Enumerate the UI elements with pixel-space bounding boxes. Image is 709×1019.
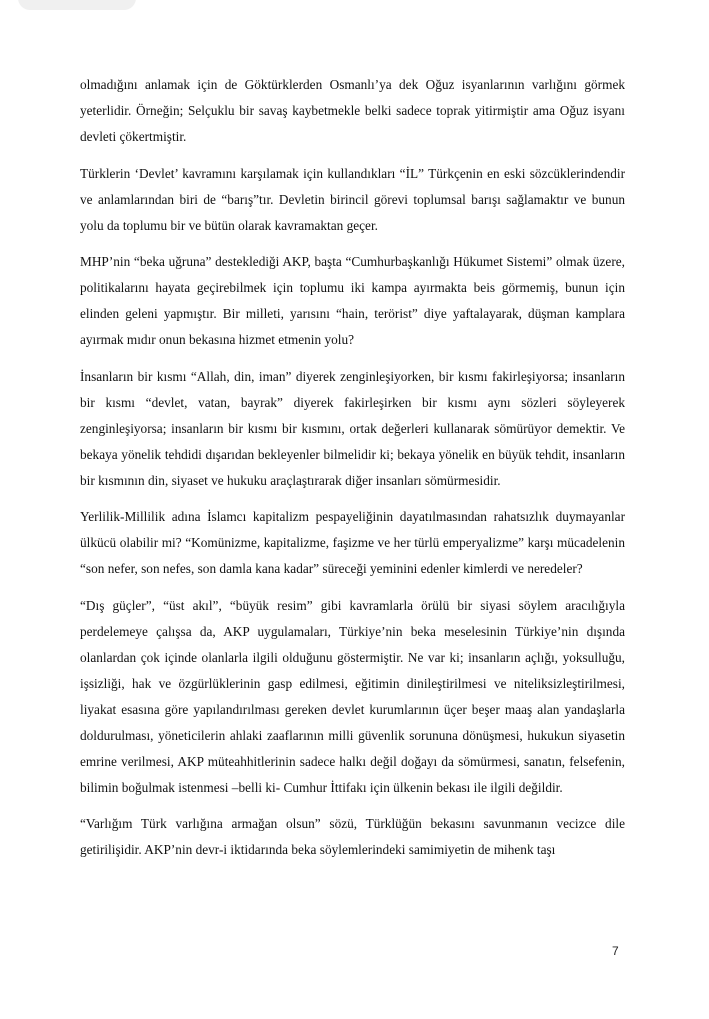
top-tab-decoration bbox=[18, 0, 136, 10]
paragraph-7: “Varlığım Türk varlığına armağan olsun” sözü, Türklüğün bekasını savunmanın vecizce dile getirilişidir. AKP’nin devr-i iktidarında beka söylemlerindeki samimiyetin de mihenk taşı bbox=[80, 816, 625, 857]
paragraph-1: olmadığını anlamak için de Göktürklerden Osmanlı’ya dek Oğuz isyanlarının varlığını görmek yeterlidir. Örneğin; Selçuklu bir savaş kaybetmekle belki sadece toprak yitirmiştir ama Oğuz isyanı devleti çökertmiştir. bbox=[80, 77, 625, 144]
paragraph-6: “Dış güçler”, “üst akıl”, “büyük resim” gibi kavramlarla örülü bir siyasi söylem aracılığıyla perdelemeye çalışsa da, AKP uygulamaları, Türkiye’nin beka meselesinin Türkiye’nin dışında olanlardan çok içinde olanlarla ilgili olduğunu göstermiştir. Ne var ki; insanların açlığı, yoksulluğu, işsizliği, hak ve özgürlüklerinin gasp edilmesi, eğitimin dinileştirilmesi ve niteliksizleştirilmesi, liyakat esasına göre yapılandırılması gereken devlet kurumlarının üçer beşer maaş alan yandaşlarla doldurulması, yöneticilerin ahlaki zaaflarının milli güvenlik sorununa dönüşmesi, hukukun siyasetin emrine verilmesi, AKP müteahhitlerinin sadece halkı değil doğayı da sömürmesi, sanatın, felsefenin, bilimin boğulmak istenmesi –belli ki- Cumhur İttifakı için ülkenin bekası ile ilgili değildir. bbox=[80, 597, 625, 795]
page-number: 7 bbox=[612, 944, 619, 958]
paragraph-2: Türklerin ‘Devlet’ kavramını karşılamak için kullandıkları “İL” Türkçenin en eski sözcüklerindendir ve anlamlarından biri de “barış”tır. Devletin birincil görevi toplumsal barışı sağlamaktır ve bunun yolu da toplumu bir ve bütün olarak kavramaktan geçer. bbox=[80, 165, 625, 233]
paragraph-5: Yerlilik-Millilik adına İslamcı kapitalizm pespayeliğinin dayatılmasından rahatsızlık duymayanlar ülkücü olabilir mi? “Komünizme, kapitalizme, faşizme ve her türlü emperyalizme” karşı mücadelenin “son nefer, son nefes, son damla kana kadar” süreceği yeminini edenler kimlerdi ve neredeler? bbox=[80, 509, 625, 576]
paragraph-4: İnsanların bir kısmı “Allah, din, iman” diyerek zenginleşiyorken, bir kısmı fakirleşiyorsa; insanların bir kısmı “devlet, vatan, bayrak” diyerek fakirleşirken bir kısmı aynı sözleri söyleyerek zenginleşiyorsa; insanların bir kısmı bir kısmını, ortak değerleri kullanarak sömürüyor demektir. Ve bekaya yönelik tehdidi dışarıdan bekleyenler bilmelidir ki; bekaya yönelik en büyük tehdit, insanların bir kısmının din, siyaset ve hukuku araçlaştırarak diğer insanları sömürmesidir. bbox=[80, 368, 625, 488]
paragraph-3: MHP’nin “beka uğruna” desteklediği AKP, başta “Cumhurbaşkanlığı Hükumet Sistemi” olmak üzere, politikalarını hayata geçirebilmek için toplumu iki kampa ayırmakta beis görmemiş, bunun için elinden geleni yapmıştır. Bir milleti, yarısını “hain, terörist” diye yaftalayarak, düşman kamplara ayırmak mıdır onun bekasına hizmet etmenin yolu? bbox=[80, 254, 625, 347]
document-body bbox=[80, 72, 625, 874]
